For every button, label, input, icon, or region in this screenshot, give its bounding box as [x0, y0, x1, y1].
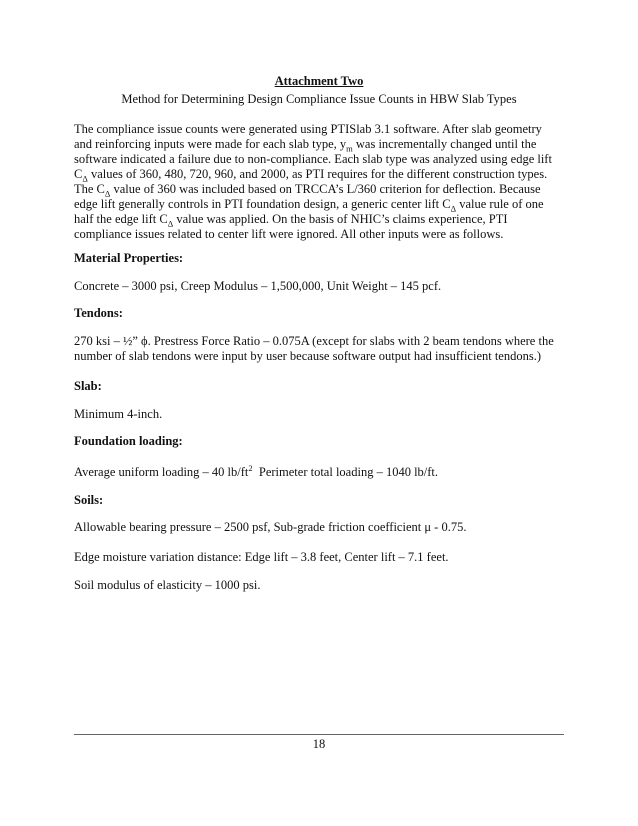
page-number: 18: [312, 737, 326, 751]
soils-text-line-2: Edge moisture variation distance: Edge lift – 3.8 feet, Center lift – 7.1 feet.: [74, 550, 449, 564]
intro-line-5: The $C_\Delta$ value of 360 was included based on TRCCA’s L/360 criterion for deflection. Because: [74, 182, 541, 199]
intro-line-6: edge lift generally controls in PTI foundation design, a generic center lift $C_\Delta$ value rule of one: [74, 197, 544, 214]
tendons-text-line-1: 270 ksi – ½” ϕ. Prestress Force Ratio – 0.075A (except for slabs with 2 beam tendons where the: [74, 334, 554, 348]
soils-text-line-1: Allowable bearing pressure – 2500 psf, Sub-grade friction coefficient μ - 0.75.: [74, 520, 467, 534]
material-properties-text: Concrete – 3000 psi, Creep Modulus – 1,500,000, Unit Weight – 145 pcf.: [74, 279, 442, 293]
slab-heading: Slab:: [74, 379, 102, 393]
tendons-heading: Tendons:: [74, 306, 123, 320]
page-subtitle: Method for Determining Design Compliance Issue Counts in HBW Slab Types: [121, 92, 517, 106]
intro-line-8: compliance issues related to center lift were ignored. All other inputs were as follows.: [74, 227, 504, 241]
intro-line-2: and reinforcing inputs were made for each slab type, $y_m$ was incrementally changed until the: [74, 137, 537, 154]
slab-text: Minimum 4-inch.: [74, 407, 163, 421]
intro-paragraph: [74, 122, 574, 242]
footer-divider: [74, 734, 564, 735]
foundation-loading-heading: Foundation loading:: [74, 434, 183, 448]
intro-line-1: The compliance issue counts were generated using PTISlab 3.1 software. After slab geometry: [74, 122, 542, 136]
intro-line-7: half the edge lift $C_\Delta$ value was applied. On the basis of NHIC’s claims experience, PTI: [74, 212, 508, 229]
tendons-text-line-2: number of slab tendons were input by user because software output had insufficient tendons.): [74, 349, 542, 363]
intro-line-3: software indicated a failure due to non-compliance. Each slab type was analyzed using edge lift: [74, 152, 552, 166]
foundation-loading-text: Average uniform loading – 40 $lb/ft^2$ Perimeter total loading – 1040 lb/ft.: [74, 462, 439, 479]
soils-heading: Soils:: [74, 493, 104, 507]
material-properties-heading: Material Properties:: [74, 251, 184, 265]
soils-text-line-3: Soil modulus of elasticity – 1000 psi.: [74, 578, 261, 592]
intro-line-4: $C_\Delta$ values of 360, 480, 720, 960, and 2000, as PTI requires for the different construction types.: [74, 167, 548, 184]
page-title: Attachment Two: [274, 74, 364, 88]
